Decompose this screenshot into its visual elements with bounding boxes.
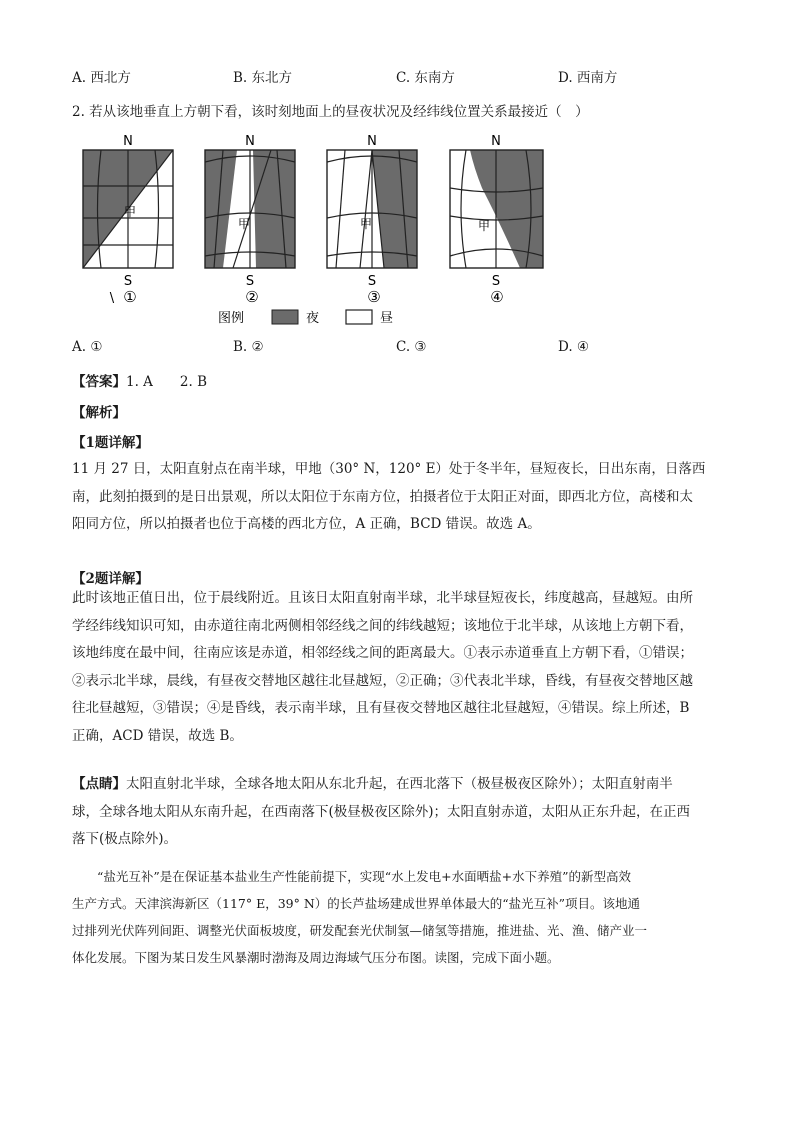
detail2-line: 该地纬度在最中间，往南应该是赤道，相邻经线之间的距离最大。①表示赤道垂直上方朝下看，①错误； [72, 645, 693, 661]
q1-option-d: D. 西南方 [558, 70, 618, 86]
detail2-tag: 【2题详解】 [72, 571, 149, 587]
south-label: S [367, 274, 377, 289]
detail2-line: 往北昼越短，③错误；④是昏线，表示南半球，且有昼夜交替地区越往北昼越短，④错误。综上所述，B [72, 700, 690, 716]
detail2-line: ②表示北半球，晨线，有昼夜交替地区越往北昼越短，②正确；③代表北半球，昏线，有昼夜交替地区越 [72, 672, 693, 689]
legend-title: 图例 [218, 311, 245, 326]
q1-option-c: C. 东南方 [396, 70, 455, 86]
figure-legend [218, 310, 393, 326]
south-label: S [245, 274, 255, 289]
legend-day-swatch [346, 310, 372, 324]
detail1-line: 南，此刻拍摄到的是日出景观，所以太阳位于东南方位，拍摄者位于太阳正对面，即西北方位，高楼和太 [72, 488, 693, 505]
diagram-4 [450, 134, 543, 306]
daynight-figure [70, 128, 570, 328]
diagram-label-4: ④ [490, 288, 504, 306]
legend-night-swatch [272, 310, 298, 324]
place-label: 甲 [359, 217, 373, 231]
tip-line: 太阳直射北半球，全球各地太阳从东北升起，在西北落下（极昼极夜区除外）；太阳直射南半 [126, 776, 673, 792]
q2-option-d: D. ④ [558, 339, 590, 355]
detail2-line: 此时该地正值日出，位于晨线附近。且该日太阳直射南半球，北半球昼短夜长，纬度越高，昼越短。由所 [72, 590, 693, 606]
detail2-line: 正确，ACD 错误，故选 B。 [72, 727, 243, 744]
diagram-2 [205, 134, 295, 306]
tip-line: 球，全球各地太阳从东南升起，在西南落下(极昼极夜区除外)；太阳直射赤道，太阳从正东升起，在正西 [72, 803, 691, 820]
detail2-body [72, 585, 722, 750]
north-label: N [123, 134, 133, 149]
north-label: N [491, 134, 501, 149]
passage-line: 体化发展。下图为某日发生风暴潮时渤海及周边海域气压分布图。读图，完成下面小题。 [72, 950, 560, 965]
answer-line [72, 370, 207, 390]
q2-option-b: B. ② [233, 339, 264, 355]
detail1-body [72, 456, 722, 539]
stray-mark: \ [109, 291, 115, 306]
next-passage [72, 863, 727, 971]
legend-night-label: 夜 [306, 311, 320, 326]
detail1-line: 11 月 27 日，太阳直射点在南半球，甲地（30° N，120° E）处于冬半年，昼短夜长，日出东南，日落西 [72, 461, 706, 477]
q2-option-a: A. ① [72, 339, 103, 355]
analysis-tag: 【解析】 [72, 405, 126, 421]
q1-option-a: A. 西北方 [72, 70, 131, 86]
detail2-line: 学经纬线知识可知，由赤道往南北两侧相邻经线之间的纬线越短；该地位于北半球，从该地上方朝下看， [72, 617, 693, 634]
night-region [372, 150, 417, 268]
passage-line: 生产方式。天津滨海新区（117° E，39° N）的长芦盐场建成世界单体最大的“盐光互补”项目。该地通 [72, 896, 641, 911]
tip-tag: 【点睛】 [72, 776, 126, 792]
north-label: N [245, 134, 255, 149]
north-label: N [367, 134, 377, 149]
diagram-label-3: ③ [367, 288, 381, 306]
q2-option-c: C. ③ [396, 339, 427, 355]
answer-tag: 【答案】 [72, 374, 126, 390]
place-label: 甲 [123, 205, 137, 219]
diagram-1 [83, 134, 173, 306]
night-region [205, 150, 237, 268]
tip-line: 落下(极点除外)。 [72, 831, 178, 847]
place-label: 甲 [477, 219, 491, 233]
detail1-line: 阳同方位，所以拍摄者也位于高楼的西北方位，A 正确，BCD 错误。故选 A。 [72, 516, 541, 532]
q1-option-b: B. 东北方 [233, 70, 293, 86]
diagram-3 [327, 134, 417, 306]
detail1-tag: 【1题详解】 [72, 435, 149, 451]
place-label: 甲 [237, 217, 251, 231]
legend-day-label: 昼 [380, 311, 394, 326]
tip-block [72, 771, 722, 854]
south-label: S [123, 274, 133, 289]
night-region [248, 150, 295, 268]
diagram-label-1: ① [123, 288, 137, 306]
answer-text: 1. A 2. B [126, 374, 208, 390]
passage-line: 过排列光伏阵列间距、调整光伏面板坡度，研发配套光伏制氢—储氢等措施，推进盐、光、渔、储产业一 [72, 923, 648, 938]
passage-line: “盐光互补”是在保证基本盐业生产性能前提下，实现“水上发电+水面晒盐+水下养殖”的新型高效 [72, 869, 632, 884]
q2-stem: 2. 若从该地垂直上方朝下看，该时刻地面上的昼夜状况及经纬线位置关系最接近（ ） [72, 104, 589, 120]
diagram-label-2: ② [245, 288, 259, 306]
south-label: S [491, 274, 501, 289]
